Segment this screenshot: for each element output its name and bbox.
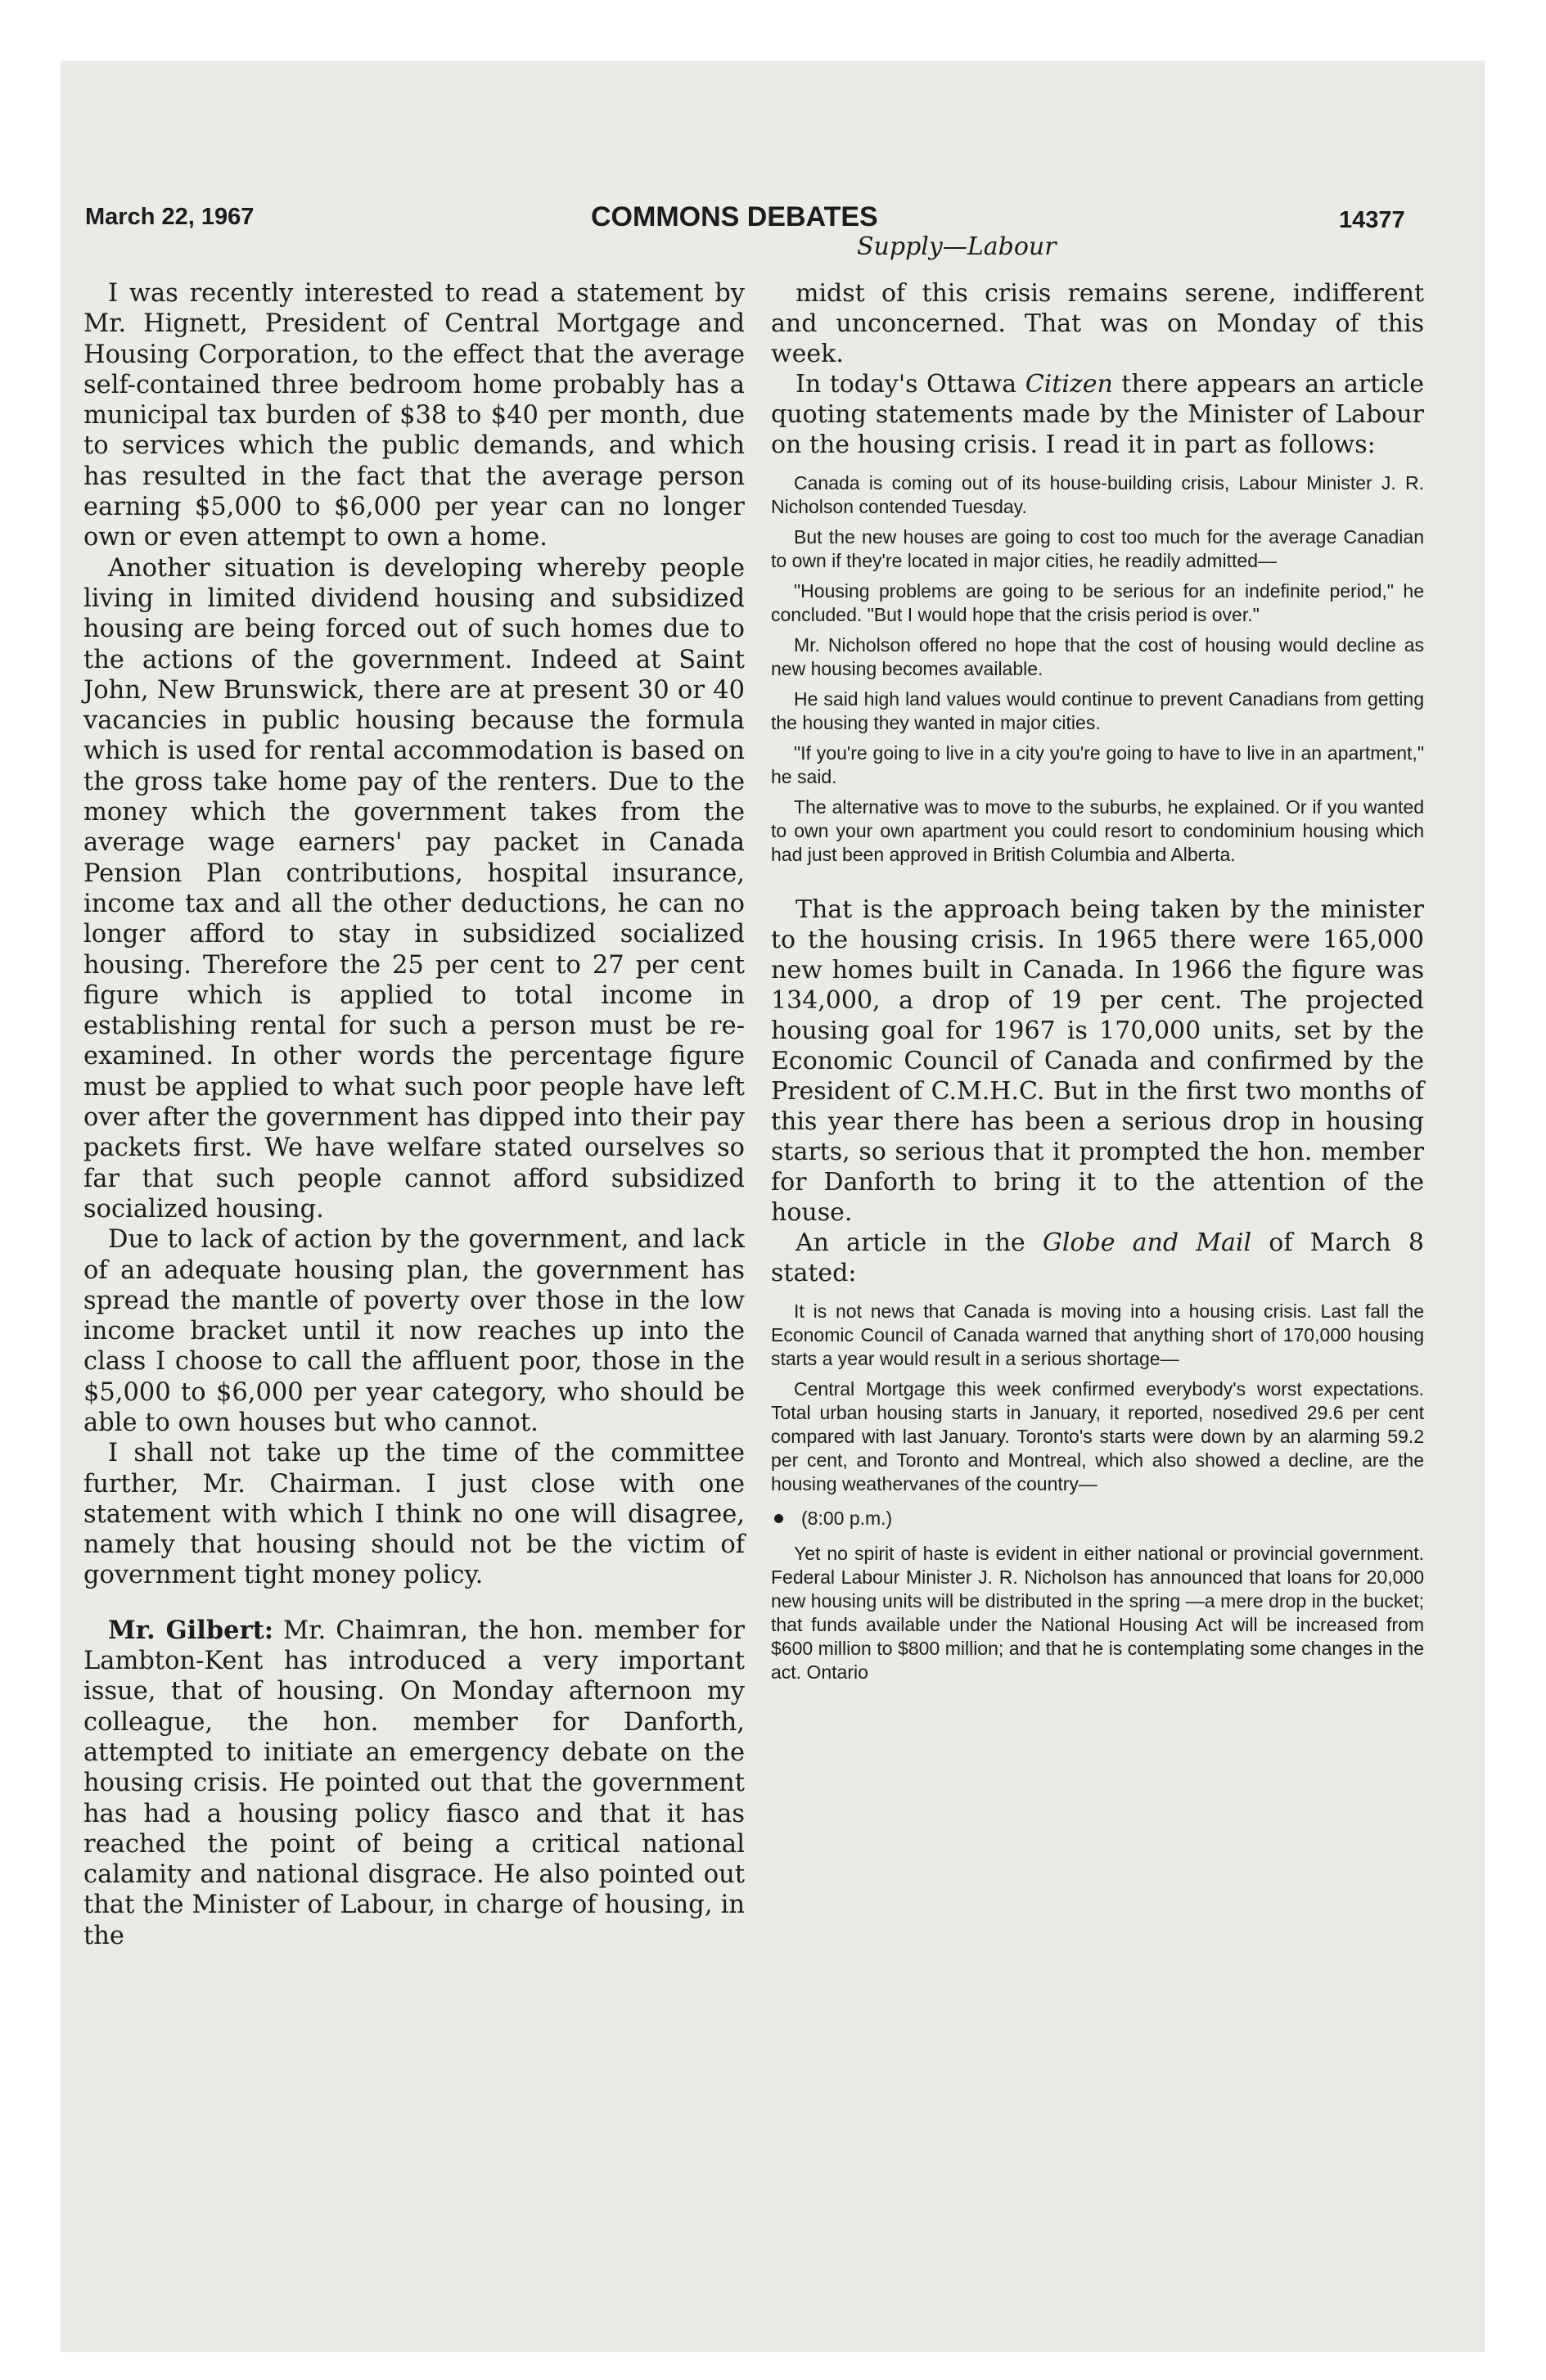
- paragraph: I shall not take up the time of the committee further, Mr. Chairman. I just close with one statement with which I think no one will disagree, namely that housing should not be the victim of government tight money policy.: [83, 1439, 745, 1590]
- page-number: 14377: [1339, 207, 1405, 233]
- paragraph: [771, 369, 1424, 460]
- quotation: "Housing problems are going to be serious for an indefinite period," he concluded. "But I would hope that the crisis period is over.": [771, 580, 1424, 625]
- quotation: He said high land values would continue to prevent Canadians from getting the housing they wanted in major cities.: [771, 688, 1424, 733]
- text-run: In today's Ottawa: [796, 370, 1025, 399]
- text-run: An article in the: [796, 1228, 1043, 1257]
- quotation: "If you're going to live in a city you're going to have to live in an apartment," he said.: [771, 742, 1424, 787]
- paragraph: midst of this crisis remains serene, indifferent and unconcerned. That was on Monday of this week.: [771, 279, 1424, 368]
- right-column: [771, 278, 1424, 1691]
- quotation: It is not news that Canada is moving into a housing crisis. Last fall the Economic Council of Canada warned that anything short of 170,000 housing starts a year would result in a serious shortage—: [771, 1300, 1424, 1369]
- quotation: Canada is coming out of its house-building crisis, Labour Minister J. R. Nicholson contended Tuesday.: [771, 472, 1424, 517]
- paragraph: [771, 1228, 1424, 1288]
- newspaper-title: Citizen: [1025, 370, 1113, 399]
- text-run: of March 8 stated:: [771, 1228, 1424, 1287]
- text-run: there appears an article quoting statements made by the Minister of Labour on the housing crisis. I read it in part as follows:: [771, 370, 1424, 459]
- speaker-text: Mr. Chaimran, the hon. member for Lambton-Kent has introduced a very important issue, that of housing. On Monday afternoon my colleague, the hon. member for Danforth, attempted to initiate an emergency debate on the housing crisis. He pointed out that the government has had a housing policy fiasco and that it has reached the point of being a critical national calamity and national disgrace. He also pointed out that the Minister of Labour, in charge of housing, in the: [83, 1616, 745, 1950]
- header-date: March 22, 1967: [85, 204, 255, 230]
- newspaper-title: Globe and Mail: [1042, 1228, 1252, 1257]
- speaker-paragraph: [83, 1616, 745, 1951]
- quotation: But the new houses are going to cost too much for the average Canadian to own if they're located in major cities, he readily admitted—: [771, 526, 1424, 571]
- left-column: [83, 278, 745, 1951]
- paragraph: Another situation is developing whereby people living in limited dividend housing and subsidized housing are being forced out of such homes due to the actions of the government. Indeed at Saint John, New Brunswick, there are at present 30 or 40 vacancies in public housing because the formula which is used for rental accommodation is based on the gross take home pay of the renters. Due to the money which the government takes from the average wage earners' pay packet in Canada Pension Plan contributions, hospital insurance, income tax and all the other deductions, he can no longer afford to stay in subsidized socialized housing. Therefore the 25 per cent to 27 per cent figure which is applied to total income in establishing rental for such a person must be re-examined. In other words the percentage figure must be applied to what such poor people have left over after the government has dipped into their pay packets first. We have welfare stated ourselves so far that such people cannot afford subsidized socialized housing.: [83, 553, 745, 1224]
- paragraph: That is the approach being taken by the minister to the housing crisis. In 1965 there were 165,000 new homes built in Canada. In 1966 the figure was 134,000, a drop of 19 per cent. The projected housing goal for 1967 is 170,000 units, set by the Economic Council of Canada and confirmed by the President of C.M.H.C. But in the first two months of this year there has been a serious drop in housing starts, so serious that it prompted the hon. member for Danforth to bring it to the attention of the house.: [771, 895, 1424, 1227]
- header-title: COMMONS DEBATES: [591, 201, 878, 232]
- quotation: Yet no spirit of haste is evident in either national or provincial government. Federal Labour Minister J. R. Nicholson has announced that loans for 20,000 new housing units will be distributed in the spring —a mere drop in the bucket; that funds available under the National Housing Act will be increased from $600 million to $800 million; and that he is contemplating some changes in the act. Ontario: [771, 1543, 1424, 1683]
- section-subtitle: Supply—Labour: [857, 232, 1057, 261]
- time-text: (8:00 p.m.): [801, 1508, 893, 1529]
- time-marker: [771, 1506, 1424, 1530]
- quotation: Mr. Nicholson offered no hope that the cost of housing would decline as new housing becomes available.: [771, 634, 1424, 679]
- paragraph: Due to lack of action by the government, and lack of an adequate housing plan, the government has spread the mantle of poverty over those in the low income bracket until it now reaches up into the class I choose to call the affluent poor, those in the $5,000 to $6,000 per year category, who should be able to own houses but who cannot.: [83, 1225, 745, 1437]
- quotation: Central Mortgage this week confirmed everybody's worst expectations. Total urban housing starts in January, it reported, nosedived 29.6 per cent compared with last January. Toronto's starts were down by an alarming 59.2 per cent, and Toronto and Montreal, which also showed a decline, are the housing weathervanes of the country—: [771, 1378, 1424, 1494]
- quotation: The alternative was to move to the suburbs, he explained. Or if you wanted to own your own apartment you could resort to condominium housing which had just been approved in British Columbia and Alberta.: [771, 796, 1424, 865]
- speaker-name: Mr. Gilbert:: [108, 1615, 273, 1645]
- bullet-icon: [774, 1514, 783, 1523]
- paragraph: I was recently interested to read a statement by Mr. Hignett, President of Central Mortgage and Housing Corporation, to the effect that the average self-contained three bedroom home probably has a municipal tax burden of $38 to $40 per month, due to services which the public demands, and which has resulted in the fact that the average person earning $5,000 to $6,000 per year can no longer own or even attempt to own a home.: [83, 279, 745, 552]
